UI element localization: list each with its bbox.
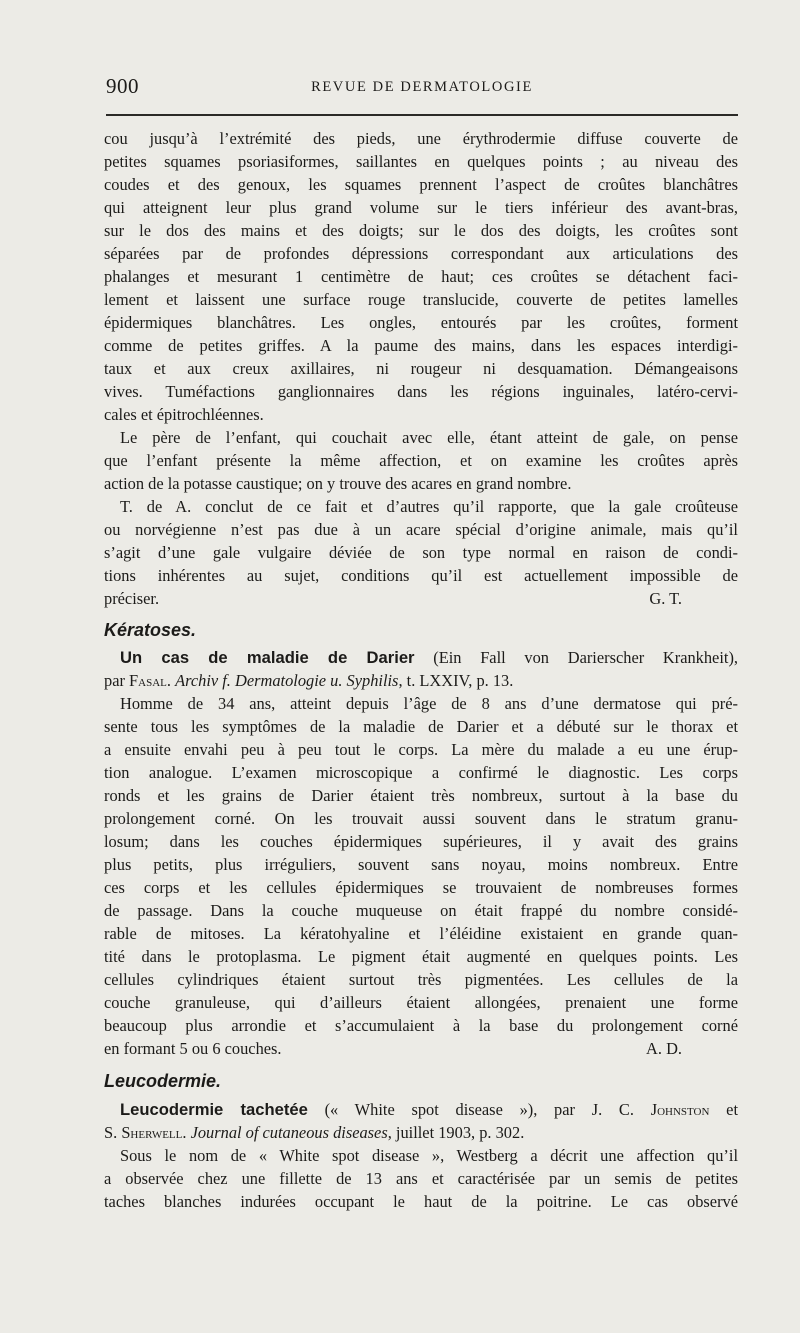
ref-text: S. — [104, 1123, 122, 1142]
journal-name: Archiv f. Dermatologie u. Syphilis — [175, 671, 399, 690]
text-line: couche granuleuse, qui d’ailleurs étaient allongées, prenaient une forme — [104, 993, 738, 1012]
text-line: préciser. — [104, 589, 160, 608]
article-title: Un cas de maladie de Darier — [120, 648, 415, 667]
text-line: que l’enfant présente la même affection, et on examine les croûtes après — [104, 451, 738, 470]
text-line: beaucoup plus arrondie et s’accumulaient à la base du prolongement corné — [104, 1016, 738, 1035]
text-line: cellules cylindriques étaient surtout très pigmentées. Les cellules de la — [104, 970, 738, 989]
article-reference — [104, 669, 738, 692]
text-line: épidermiques blanchâtres. Les ongles, entourés par les croûtes, forment — [104, 313, 738, 332]
text-line: cou jusqu’à l’extrémité des pieds, une érythrodermie diffuse couverte de — [104, 129, 738, 148]
text-line: T. de A. conclut de ce fait et d’autres qu’il rapporte, que la gale croûteuse — [120, 497, 738, 516]
body-text — [104, 127, 738, 1213]
text-line: sente tous les symptômes de la maladie de Darier et a débuté sur le thorax et — [104, 717, 738, 736]
text-line: coudes et des genoux, les squames prennent l’aspect de croûtes blanchâtres — [104, 175, 738, 194]
text-line: séparées par de profondes dépressions correspondant aux articulations des — [104, 244, 738, 263]
text-line: plus petits, plus irréguliers, souvent sans noyau, moins nombreux. Entre — [104, 855, 738, 874]
text-line: tion analogue. L’examen microscopique a confirmé le diagnostic. Les corps — [104, 763, 738, 782]
text-line: Le père de l’enfant, qui couchait avec elle, étant atteint de gale, on pense — [120, 428, 738, 447]
article-reference — [104, 646, 738, 669]
text-line: taches blanches indurées occupant le haut de la poitrine. Le cas observé — [104, 1192, 738, 1211]
text-line: prolongement corné. On les trouvait aussi souvent dans le stratum granu- — [104, 809, 738, 828]
text-line: Homme de 34 ans, atteint depuis l’âge de 8 ans d’une dermatose qui pré- — [120, 694, 738, 713]
article-author: Johnston — [650, 1100, 710, 1119]
article-reference — [104, 1098, 738, 1121]
ref-text: (« White spot disease »), par J. C. — [307, 1100, 651, 1119]
article-author: Sherwell — [121, 1123, 183, 1142]
text-line: cales et épitrochléennes. — [104, 405, 264, 424]
page-header — [106, 74, 738, 104]
author-signature: G. T. — [649, 589, 682, 608]
text-line: petites squames psoriasiformes, saillantes en quelques points ; au niveau des — [104, 152, 738, 171]
text-line: sur le dos des mains et des doigts; sur le dos des doigts, les croûtes sont — [104, 221, 738, 240]
text-line: losum; dans les couches épidermiques supérieures, il y avait des grains — [104, 832, 738, 851]
text-line: comme de petites griffes. A la paume des mains, dans les espaces interdigi- — [104, 336, 738, 355]
text-line: ou norvégienne n’est pas due à un acare spécial d’origine animale, mais qu’il — [104, 520, 738, 539]
text-line: taux et aux creux axillaires, ni rougeur ni desquamation. Démangeaisons — [104, 359, 738, 378]
text-line: ces corps et les cellules épidermiques se trouvaient de nombreuses formes — [104, 878, 738, 897]
text-line: phalanges et mesurant 1 centimètre de haut; ces croûtes se détachent faci- — [104, 267, 738, 286]
section-heading-leucodermie: Leucodermie. — [104, 1071, 222, 1091]
text-line: vives. Tuméfactions ganglionnaires dans les régions inguinales, latéro-cervi- — [104, 382, 738, 401]
text-line: action de la potasse caustique; on y trouve des acares en grand nombre. — [104, 474, 572, 493]
text-line: lement et laissent une surface rouge translucide, couverte de petites lamelles — [104, 290, 738, 309]
ref-text: , juillet 1903, p. 302. — [387, 1123, 525, 1142]
signature-line — [104, 587, 738, 610]
ref-text: . — [166, 671, 176, 690]
article-author: Fasal — [129, 671, 167, 690]
running-title: REVUE DE DERMATOLOGIE — [311, 79, 533, 95]
ref-text: et — [709, 1100, 738, 1119]
text-line: s’agit d’une gale vulgaire déviée de son type normal en raison de condi- — [104, 543, 738, 562]
text-line: tions inhérentes au sujet, conditions qu’il est actuellement impossible de — [104, 566, 738, 585]
text-line: a observée chez une fillette de 13 ans et caractérisée par un semis de petites — [104, 1169, 738, 1188]
text-line: Sous le nom de « White spot disease », Westberg a décrit une affection qu’il — [120, 1146, 738, 1165]
page-number: 900 — [106, 74, 139, 98]
article-reference — [104, 1121, 738, 1144]
text-line: rable de mitoses. La kératohyaline et l’éléidine existaient en grande quan- — [104, 924, 738, 943]
section-heading-keratoses: Kératoses. — [104, 620, 197, 640]
text-line: ronds et les grains de Darier étaient très nombreux, surtout à la base du — [104, 786, 738, 805]
ref-text: par — [104, 671, 130, 690]
text-line: a ensuite envahi peu à peu tout le corps. La mère du malade a eu une érup- — [104, 740, 738, 759]
text-line: de passage. Dans la couche muqueuse on était frappé du nombre considé- — [104, 901, 738, 920]
journal-name: Journal of cutaneous diseases — [190, 1123, 388, 1142]
text-line: qui atteignent leur plus grand volume sur le tiers inférieur des avant-bras, — [104, 198, 738, 217]
text-line: tité dans le protoplasma. Le pigment était augmenté en quelques points. Les — [104, 947, 738, 966]
header-rule — [106, 114, 738, 116]
signature-line — [104, 1037, 738, 1060]
article-subtitle: (Ein Fall von Darierscher Krankheit), — [414, 648, 738, 667]
author-signature: A. D. — [646, 1039, 682, 1058]
ref-text: . — [182, 1123, 191, 1142]
ref-text: , t. LXXIV, p. 13. — [398, 671, 514, 690]
text-line: en formant 5 ou 6 couches. — [104, 1039, 282, 1058]
article-title: Leucodermie tachetée — [120, 1100, 308, 1119]
